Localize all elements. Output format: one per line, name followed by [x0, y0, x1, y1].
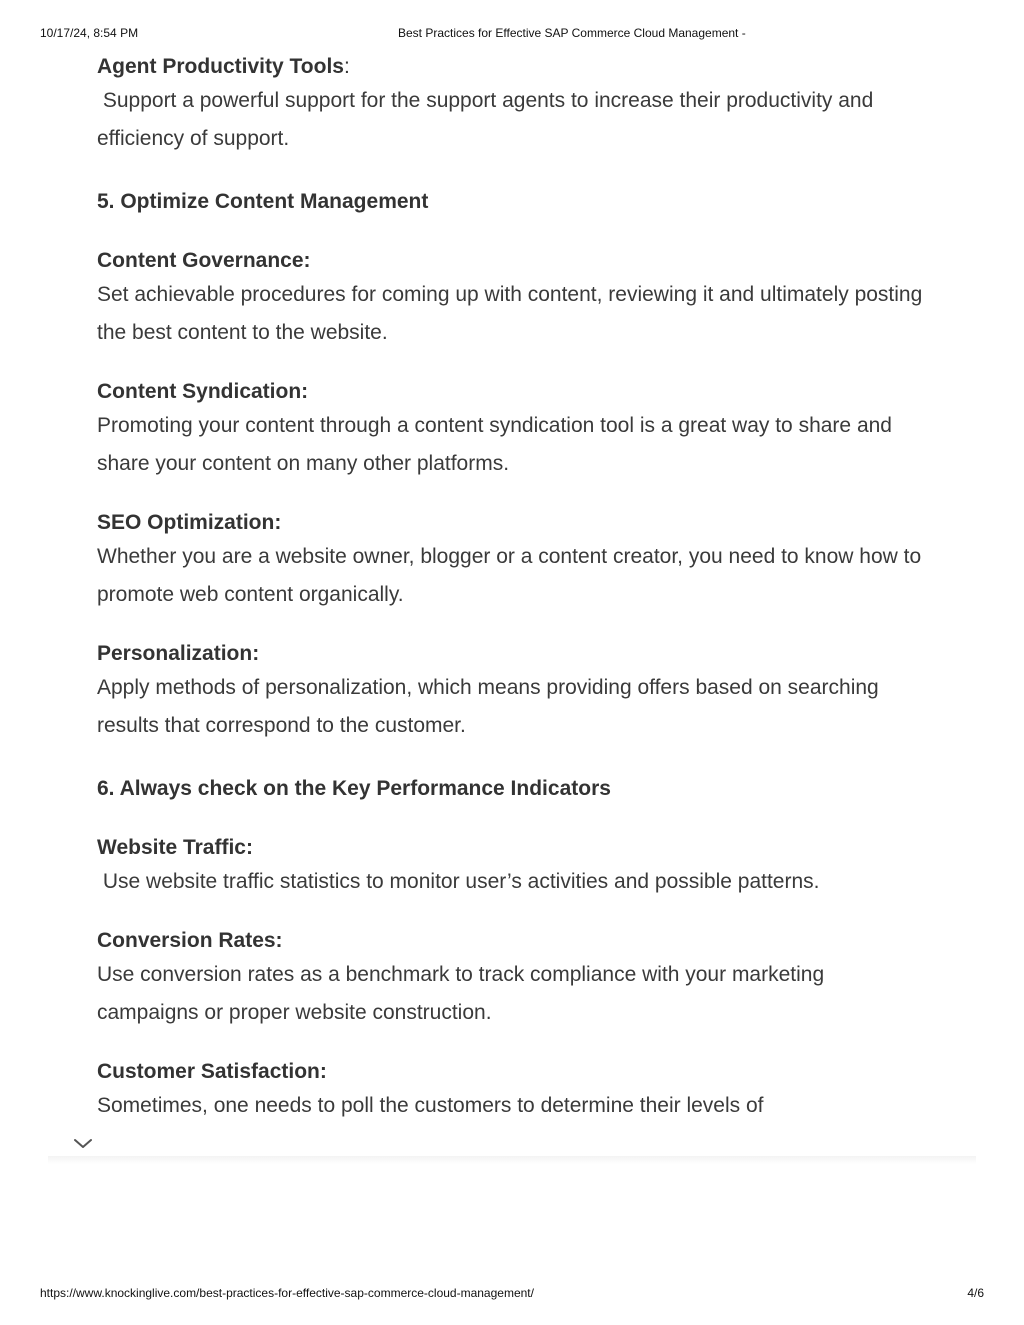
agent-productivity-block: [97, 52, 927, 158]
section-heading-5: 5. Optimize Content Management: [97, 190, 429, 213]
article-viewport: [0, 48, 1024, 1158]
website-traffic-block: [97, 833, 927, 901]
content-fade-divider: [48, 1156, 976, 1164]
paragraph: Support a powerful support for the support agents to increase their productivity and efficiency of support.: [97, 89, 880, 150]
subheading-text: Agent Productivity Tools: [97, 55, 344, 78]
page-number: 4/6: [967, 1286, 984, 1300]
personalization-block: [97, 639, 927, 745]
seo-optimization-block: [97, 508, 927, 614]
chevron-down-icon-svg: [72, 1136, 94, 1152]
content-governance-block: [97, 246, 927, 352]
section-heading-6: 6. Always check on the Key Performance Indicators: [97, 777, 611, 800]
article-body: [97, 52, 927, 1150]
paragraph: Use conversion rates as a benchmark to track compliance with your marketing campaigns or proper website construction.: [97, 963, 825, 1024]
paragraph: Apply methods of personalization, which means providing offers based on searching results that correspond to the customer.: [97, 676, 879, 737]
conversion-rates-block: [97, 926, 927, 1032]
subheading: Conversion Rates:: [97, 929, 283, 952]
subheading: Personalization:: [97, 642, 260, 665]
subheading: Customer Satisfaction:: [97, 1060, 327, 1083]
chevron-down-icon[interactable]: [72, 1136, 94, 1152]
subheading: Content Governance:: [97, 249, 311, 272]
content-syndication-block: [97, 377, 927, 483]
subheading: Content Syndication:: [97, 380, 309, 403]
paragraph: Promoting your content through a content syndication tool is a great way to share and share your content on many other platforms.: [97, 414, 892, 475]
print-footer: [0, 1286, 1024, 1302]
customer-satisfaction-block: [97, 1057, 927, 1125]
subheading: [97, 52, 927, 82]
paragraph: Use website traffic statistics to monitor user’s activities and possible patterns.: [97, 870, 820, 893]
print-page-title: Best Practices for Effective SAP Commerce Cloud Management -: [398, 26, 746, 40]
paragraph: Set achievable procedures for coming up with content, reviewing it and ultimately posting the best content to the website.: [97, 283, 923, 344]
print-datetime: 10/17/24, 8:54 PM: [40, 26, 139, 40]
subheading: SEO Optimization:: [97, 511, 282, 534]
print-header: [0, 26, 1024, 42]
subheading-colon: :: [343, 55, 350, 78]
paragraph: Sometimes, one needs to poll the customers to determine their levels of: [97, 1094, 764, 1117]
paragraph: Whether you are a website owner, blogger or a content creator, you need to know how to promote web content organically.: [97, 545, 922, 606]
print-url: https://www.knockinglive.com/best-practices-for-effective-sap-commerce-cloud-management/: [40, 1286, 534, 1300]
subheading: Website Traffic:: [97, 836, 253, 859]
